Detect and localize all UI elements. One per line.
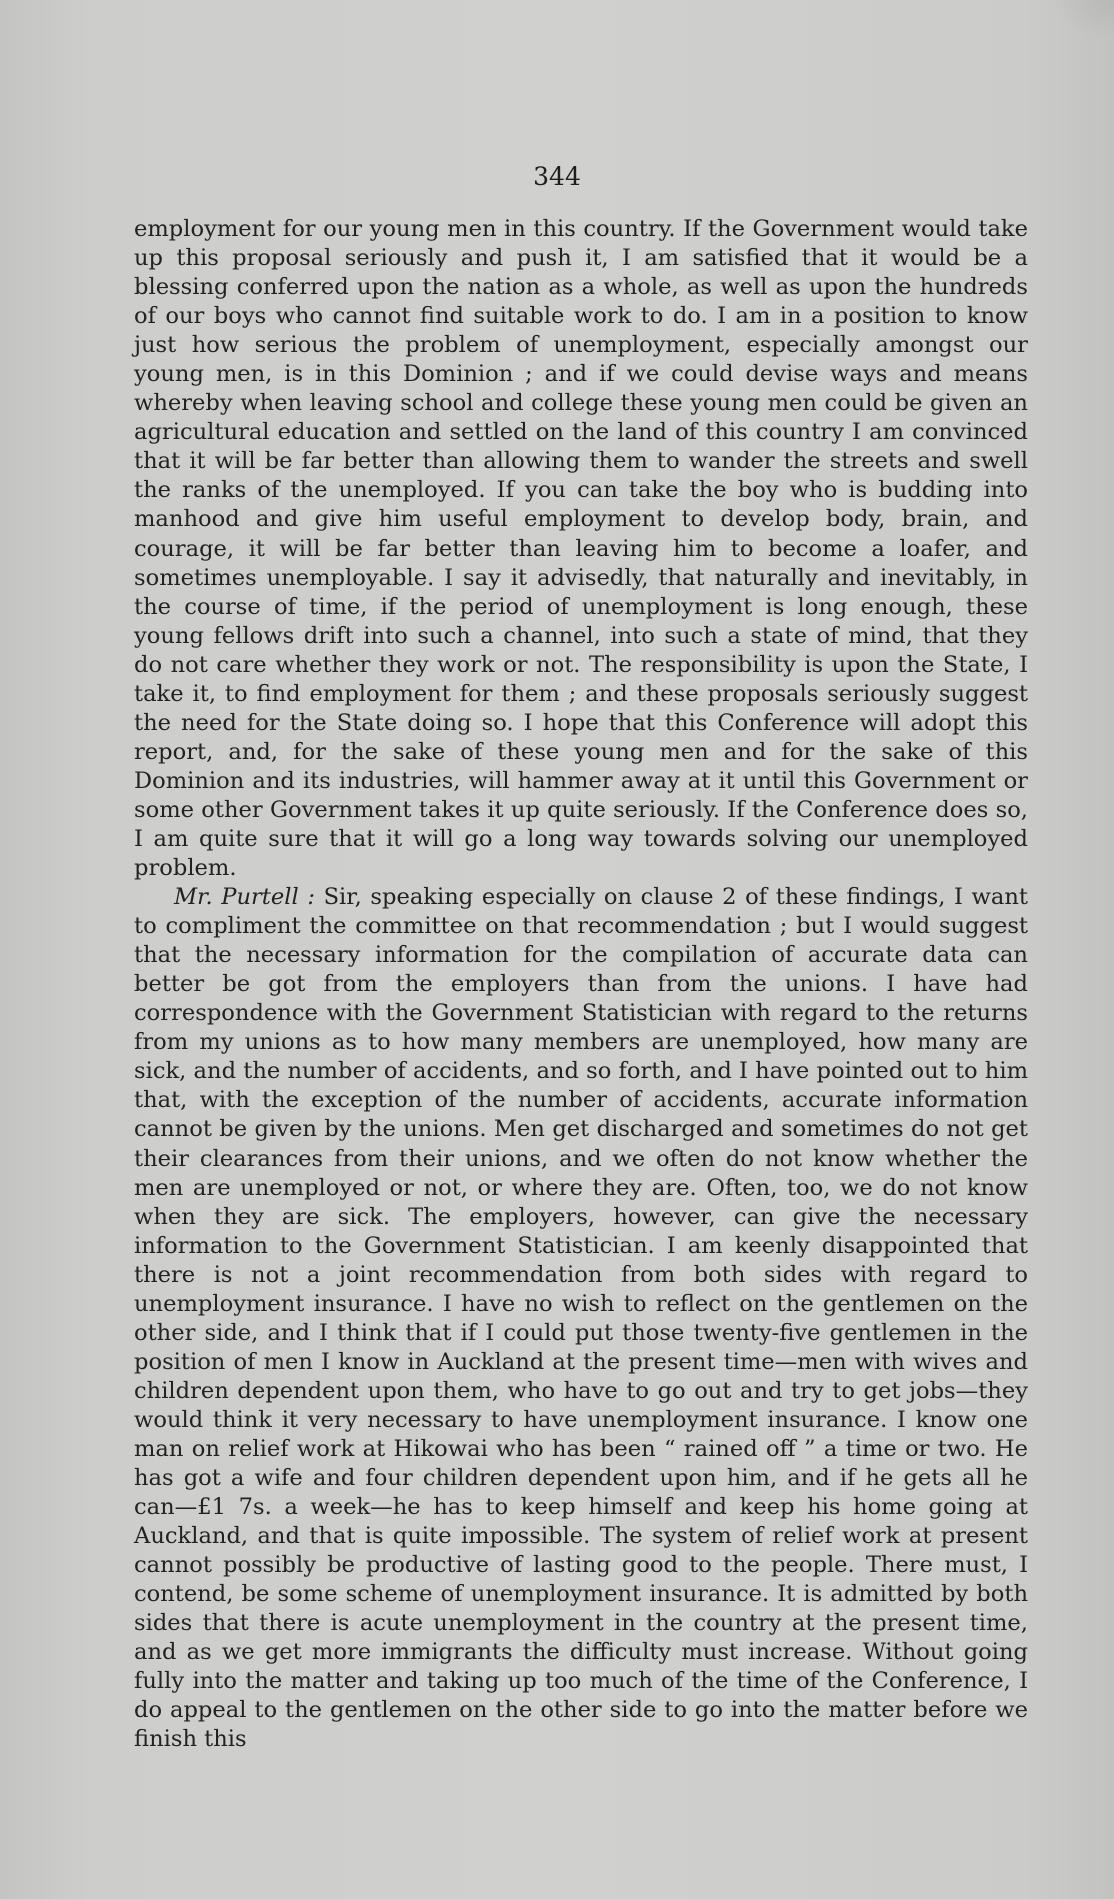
page-number: 344 (533, 162, 581, 191)
speaker-name: Mr. Purtell : (174, 884, 315, 911)
body-text (134, 215, 1028, 1754)
paragraph-text: Sir, speaking especially on clause 2 of these findings, I want to compliment the committee on that recommendation ; but I would suggest that the necessary information for the compilation of accurate data can better be got from the employers than from the unions. I have had correspondence with the Government Statistician with regard to the returns from my unions as to how many members are unemployed, how many are sick, and the number of accidents, and so forth, and I have pointed out to him that, with the exception of the number of accidents, accurate information cannot be given by the unions. Men get discharged and sometimes do not get their clearances from their unions, and we often do not know whether the men are unemployed or not, or where they are. Often, too, we do not know when they are sick. The employers, however, can give the necessary information to the Government Statistician. I am keenly disappointed that there is not a joint recommendation from both sides with regard to unemployment insurance. I have no wish to reflect on the gentlemen on the other side, and I think that if I could put those twenty-five gentlemen in the position of men I know in Auckland at the present time—men with wives and children dependent upon them, who have to go out and try to get jobs—they would think it very necessary to have unemployment insurance. I know one man on relief work at Hikowai who has been “ rained off ” a time or two. He has got a wife and four children dependent upon him, and if he gets all he can—£1 7s. a week—he has to keep himself and keep his home going at Auckland, and that is quite impossible. The system of relief work at present cannot possibly be productive of lasting good to the people. There must, I contend, be some scheme of unemployment insurance. It is admitted by both sides that there is acute unemployment in the country at the present time, and as we get more immigrants the difficulty must increase. Without going fully into the matter and taking up too much of the time of the Conference, I do appeal to the gentlemen on the other side to go into the matter before we finish this (134, 884, 1028, 1753)
paragraph-continuation (134, 215, 1028, 883)
paragraph-purtell (134, 883, 1028, 1754)
page-corner-shadow (1054, 0, 1114, 40)
paragraph-text: employment for our young men in this country. If the Government would take up this proposal seriously and push it, I am satisfied that it would be a blessing conferred upon the nation as a whole, as well as upon the hundreds of our boys who cannot find suitable work to do. I am in a position to know just how serious the problem of unemployment, especially amongst our young men, is in this Dominion ; and if we could devise ways and means whereby when leaving school and college these young men could be given an agricultural education and settled on the land of this country I am convinced that it will be far better than allowing them to wander the streets and swell the ranks of the unemployed. If you can take the boy who is budding into manhood and give him useful employment to develop body, brain, and courage, it will be far better than leaving him to become a loafer, and sometimes unemployable. I say it advisedly, that naturally and inevitably, in the course of time, if the period of unemployment is long enough, these young fellows drift into such a channel, into such a state of mind, that they do not care whether they work or not. The responsibility is upon the State, I take it, to find employment for them ; and these proposals seriously suggest the need for the State doing so. I hope that this Conference will adopt this report, and, for the sake of these young men and for the sake of this Dominion and its industries, will hammer away at it until this Government or some other Government takes it up quite seriously. If the Conference does so, I am quite sure that it will go a long way towards solving our unemployed problem. (134, 216, 1028, 882)
